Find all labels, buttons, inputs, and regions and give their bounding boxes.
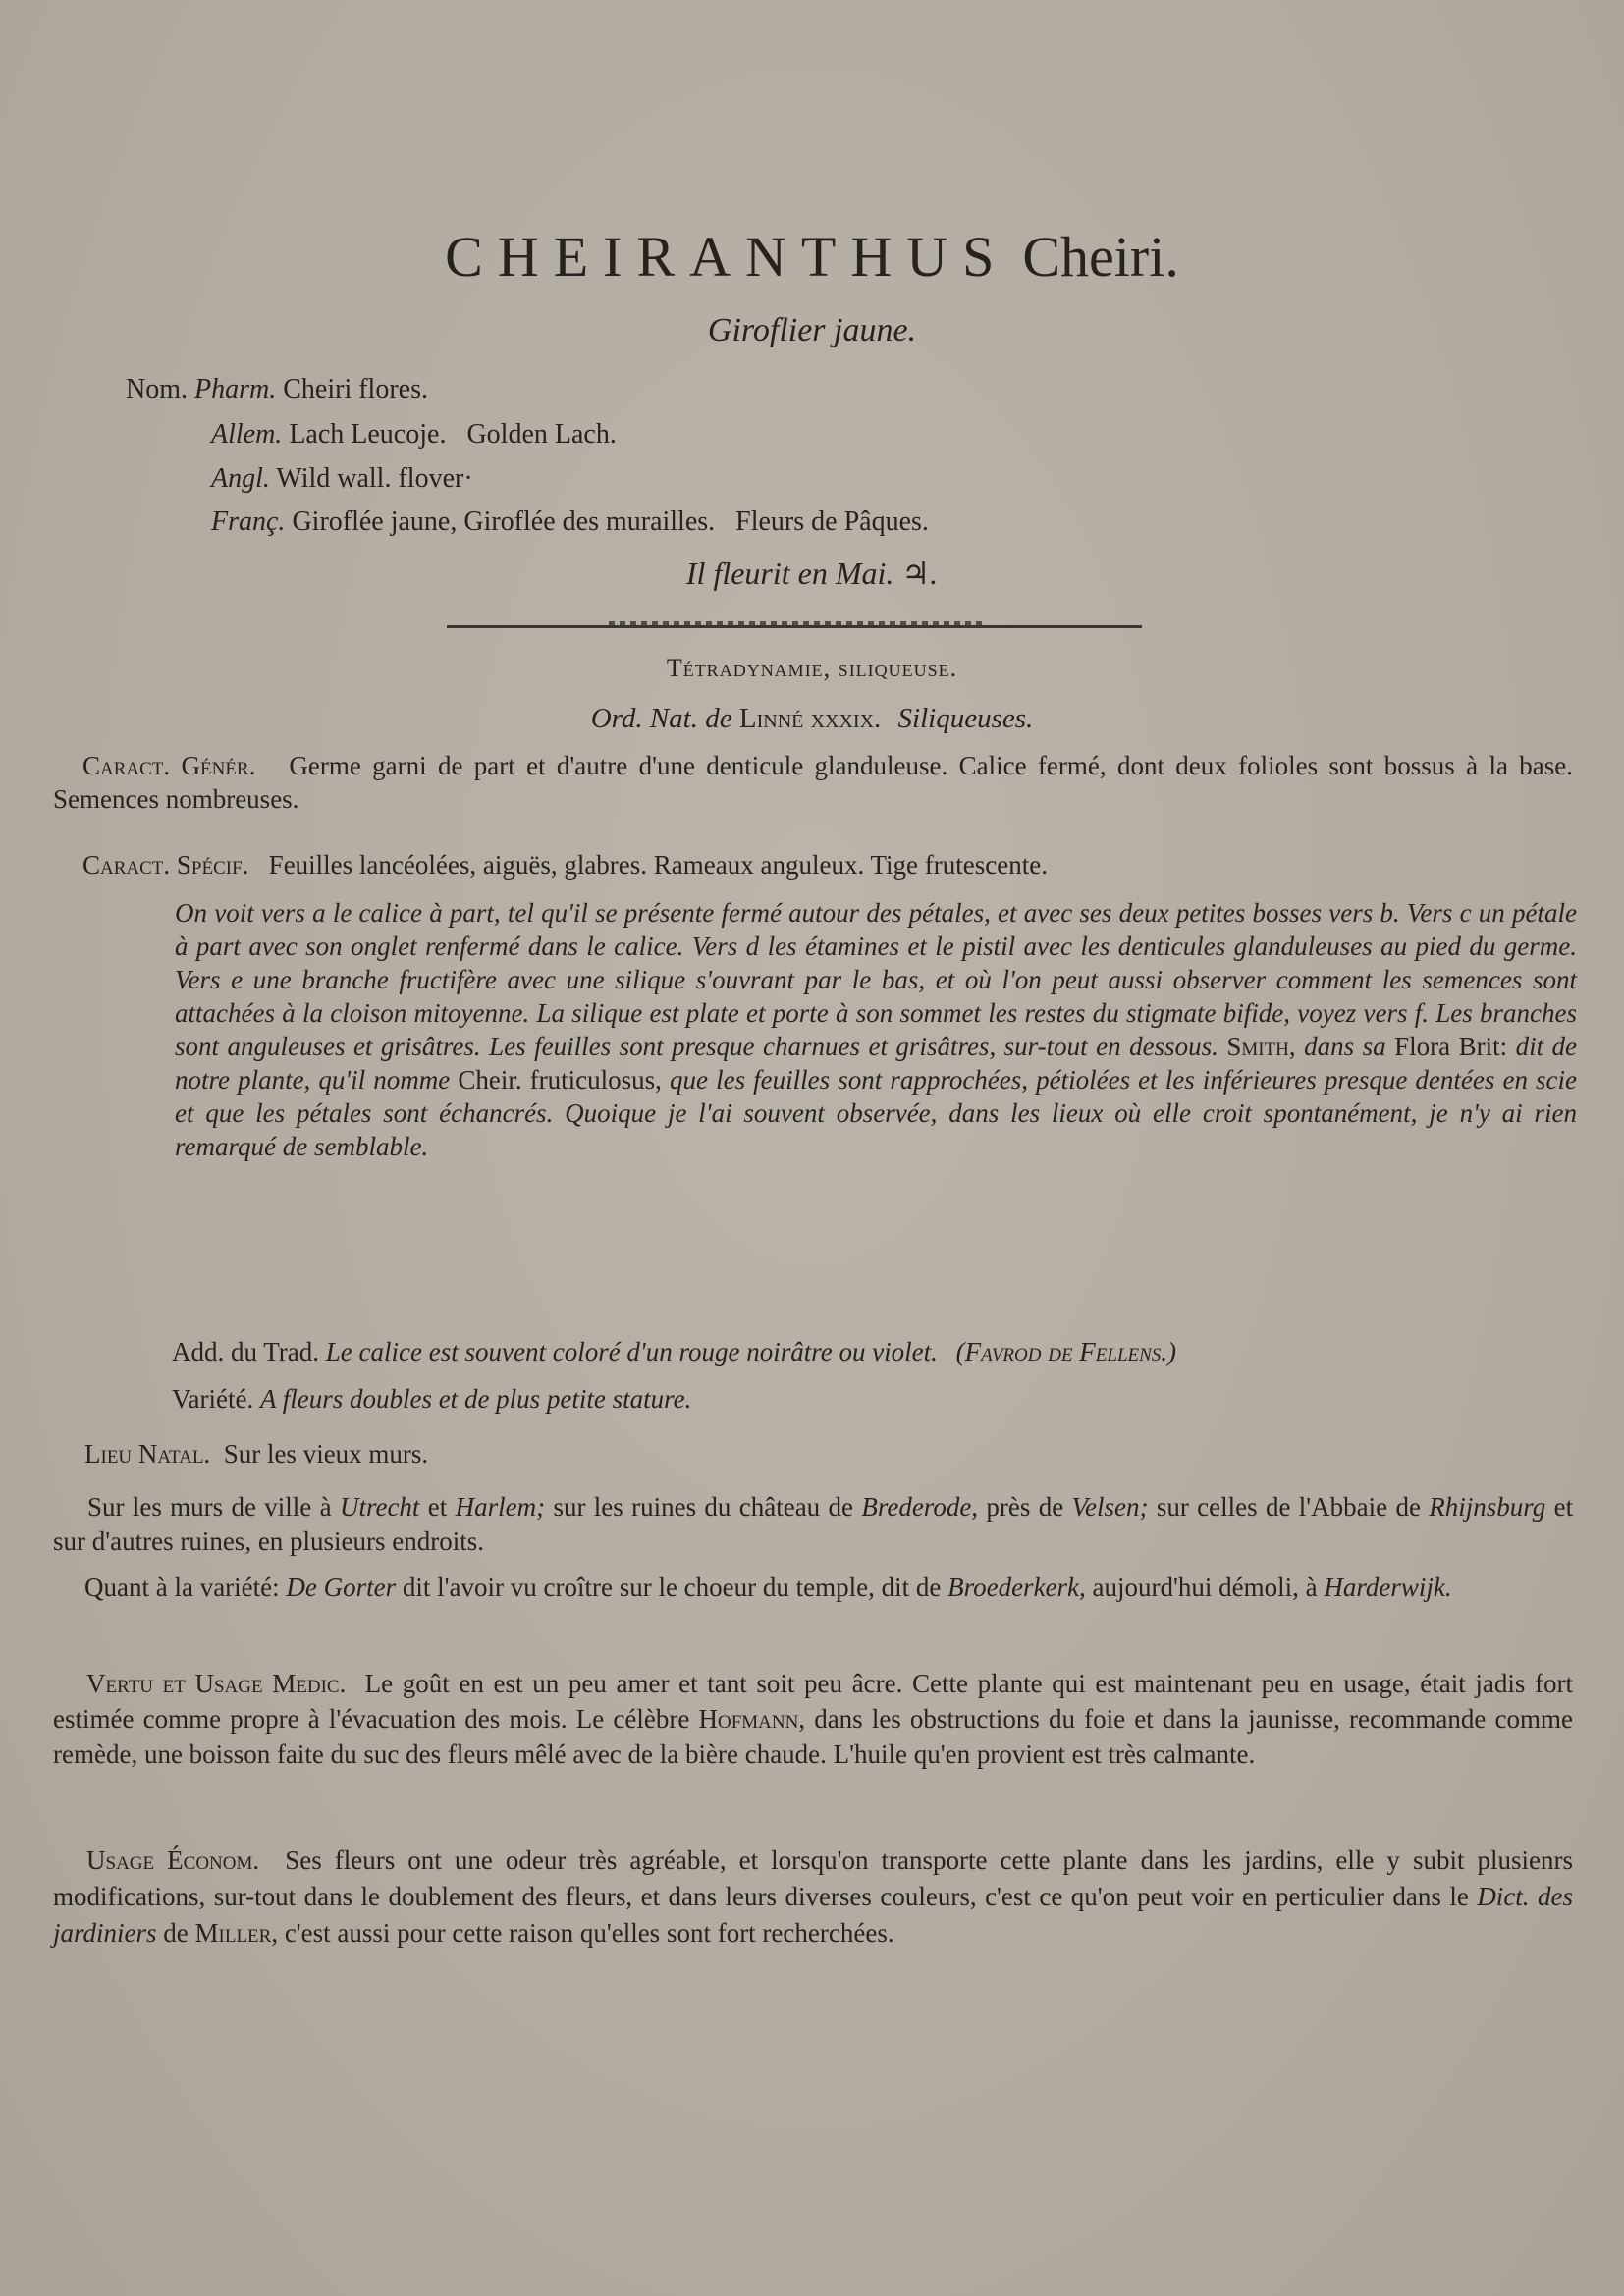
place-velsen: Velsen; bbox=[1071, 1492, 1149, 1522]
genus-name: CHEIRANTHUS bbox=[445, 225, 1009, 289]
name-line-pharm bbox=[126, 374, 428, 405]
author-de-gorter: De Gorter bbox=[286, 1573, 397, 1602]
vertu-text-a: Le goût en est un peu amer et tant soit peu âcre. Cette plante qui est maintenant peu en usage, était jadis fort estimée comme propre à l'évacuation des mois. Le célèbre bbox=[53, 1669, 1574, 1734]
name-line-franc bbox=[211, 507, 929, 538]
usage-text-c: c'est aussi pour cette raison qu'elles sont fort recherchées. bbox=[284, 1918, 894, 1948]
linnaean-class: Tétradynamie, siliqueuse. bbox=[666, 654, 958, 682]
usage-text-a: Ses fleurs ont une odeur très agréable, et lorsqu'on transporte cette plante dans les jardins, elle y subit plusienrs modifications, sur-tout dans le doublement des fleurs, et dans leurs diverses couleurs, c'est ce qu'on peut voir en perticulier dans le bbox=[53, 1845, 1574, 1911]
species-name: Cheiri. bbox=[1022, 225, 1179, 289]
angl-name: Wild wall. flover· bbox=[276, 463, 473, 494]
lieu-p1-text-c: sur les ruines du château de bbox=[553, 1492, 853, 1522]
lieu-paragraph-2 bbox=[53, 1571, 1573, 1605]
allem-name: Lach Leucoje. Golden Lach. bbox=[289, 419, 617, 450]
description-part-3: dit de notre plante, qu'il nomme bbox=[175, 1032, 1578, 1095]
variete bbox=[172, 1384, 691, 1415]
add-trad-text: Le calice est souvent coloré d'un rouge noirâtre ou violet. bbox=[325, 1337, 938, 1366]
pharm-name: Cheiri flores. bbox=[283, 374, 428, 404]
allem-label: Allem. bbox=[211, 419, 283, 450]
caract-specif bbox=[82, 850, 1573, 881]
plate-description bbox=[175, 896, 1577, 1163]
variete-text: A fleurs doubles et de plus petite stature. bbox=[259, 1384, 692, 1414]
lieu-p1-text-e: sur celles de l'Abbaie de bbox=[1156, 1492, 1421, 1522]
nom-label: Nom. bbox=[126, 374, 188, 404]
franc-label: Franç. bbox=[211, 507, 286, 537]
add-trad-label: Add. du Trad. bbox=[172, 1337, 320, 1366]
usage-text-b: de bbox=[163, 1918, 189, 1948]
place-rhijnsburg: Rhijnsburg bbox=[1429, 1492, 1546, 1522]
add-trad-author: (Favrod de Fellens.) bbox=[955, 1337, 1177, 1366]
lieu-p1-text-a: Sur les murs de ville à bbox=[87, 1492, 332, 1522]
place-harlem: Harlem; bbox=[455, 1492, 546, 1522]
vertu-text-b: dans les obstructions du foie et dans la jaunisse, recommande comme remède, une boisson faite du suc des fleurs mêlé avec de la bière chaude. L'huile qu'en provient est très calmante. bbox=[53, 1704, 1573, 1769]
vertu-label: Vertu et Usage Medic. bbox=[86, 1669, 347, 1698]
add-trad bbox=[172, 1337, 1176, 1367]
lieu-p2-text-a: Quant à la variété: bbox=[84, 1573, 280, 1602]
angl-label: Angl. bbox=[211, 463, 270, 494]
description-part-1: On voit vers a le calice à part, tel qu'il se présente fermé autour des pétales, et avec ses deux petites bosses vers b. Vers c un pétale à part avec son onglet renfermé dans le calice. Vers d les étamines et le pistil avec les denticules glanduleuses au pied du germe. Vers e une branche fructifère avec une silique s'ouvrant par le bas, et où l'on peut aussi observer comment les semences sont attachées à la cloison mitoyenne. La silique est plate et porte à son sommet les restes du stigmate bifide, voyez vers f. Les branches sont anguleuses et grisâtres. Les feuilles sont presque charnues et grisâtres, sur-tout en dessous. bbox=[175, 898, 1577, 1061]
lieu-label: Lieu Natal. bbox=[84, 1439, 211, 1468]
lieu-p1-text-f: et sur d'autres ruines, en plusieurs endroits. bbox=[53, 1492, 1574, 1556]
order-name: Siliqueuses. bbox=[897, 703, 1034, 734]
lieu-p1-text-b: et bbox=[427, 1492, 448, 1522]
order-prefix: Ord. Nat. de bbox=[590, 703, 732, 734]
caract-gener-text: Germe garni de part et d'autre d'une denticule glanduleuse. Calice fermé, dont deux folioles sont bossus à la base. Semences nombreuses. bbox=[53, 751, 1573, 814]
vertu-usage-medic bbox=[53, 1666, 1573, 1772]
caract-specif-label: Caract. Spécif. bbox=[82, 850, 249, 880]
lieu-text: Sur les vieux murs. bbox=[223, 1439, 429, 1468]
flowering-time: Il fleurit en Mai. ♃. bbox=[685, 556, 939, 591]
caract-gener-label: Caract. Génér. bbox=[82, 751, 256, 780]
author-miller: Miller, bbox=[194, 1918, 279, 1948]
page-title bbox=[0, 224, 1624, 290]
name-line-angl bbox=[211, 463, 473, 495]
smith-author: Smith, bbox=[1226, 1032, 1296, 1061]
lieu-p2-text-c: aujourd'hui démoli, à bbox=[1092, 1573, 1318, 1602]
divider-ornament bbox=[609, 621, 982, 627]
flora-title: Flora Brit: bbox=[1394, 1032, 1508, 1061]
caract-gener bbox=[53, 749, 1573, 816]
place-broederkerk: Broederkerk, bbox=[947, 1573, 1086, 1602]
description-part-2: dans sa bbox=[1304, 1032, 1386, 1061]
cheir-name: Cheir. fruticulosus, bbox=[458, 1065, 662, 1095]
lieu-natal bbox=[84, 1439, 428, 1469]
natural-order bbox=[0, 703, 1624, 735]
author-hofmann: Hofmann, bbox=[698, 1704, 806, 1734]
lieu-p2-text-b: dit l'avoir vu croître sur le choeur du temple, dit de bbox=[402, 1573, 942, 1602]
lieu-p1-text-d: près de bbox=[986, 1492, 1064, 1522]
place-harderwijk: Harderwijk. bbox=[1324, 1573, 1452, 1602]
order-author: Linné xxxix. bbox=[738, 703, 882, 734]
caract-specif-text: Feuilles lancéolées, aiguës, glabres. Rameaux anguleux. Tige frutescente. bbox=[268, 850, 1048, 880]
book-dict-jardiniers: Dict. des jardiniers bbox=[53, 1882, 1574, 1948]
pharm-label: Pharm. bbox=[194, 374, 277, 404]
franc-name: Giroflée jaune, Giroflée des murailles. Fleurs de Pâques. bbox=[292, 507, 929, 537]
place-brederode: Brederode, bbox=[861, 1492, 979, 1522]
common-name: Giroflier jaune. bbox=[707, 312, 917, 348]
place-utrecht: Utrecht bbox=[339, 1492, 420, 1522]
lieu-paragraph-1 bbox=[53, 1490, 1573, 1559]
name-line-allem bbox=[211, 419, 617, 451]
variete-label: Variété. bbox=[172, 1384, 254, 1414]
usage-econom bbox=[53, 1842, 1573, 1951]
usage-label: Usage Économ. bbox=[86, 1845, 260, 1875]
description-part-4: que les feuilles sont rapprochées, pétiolées et les inférieures presque dentées en scie et que les pétales sont échancrés. Quoique je l'ai souvent observée, dans les lieux où elle croit spontanément, je n'y ai rien remarqué de semblable. bbox=[175, 1065, 1578, 1161]
